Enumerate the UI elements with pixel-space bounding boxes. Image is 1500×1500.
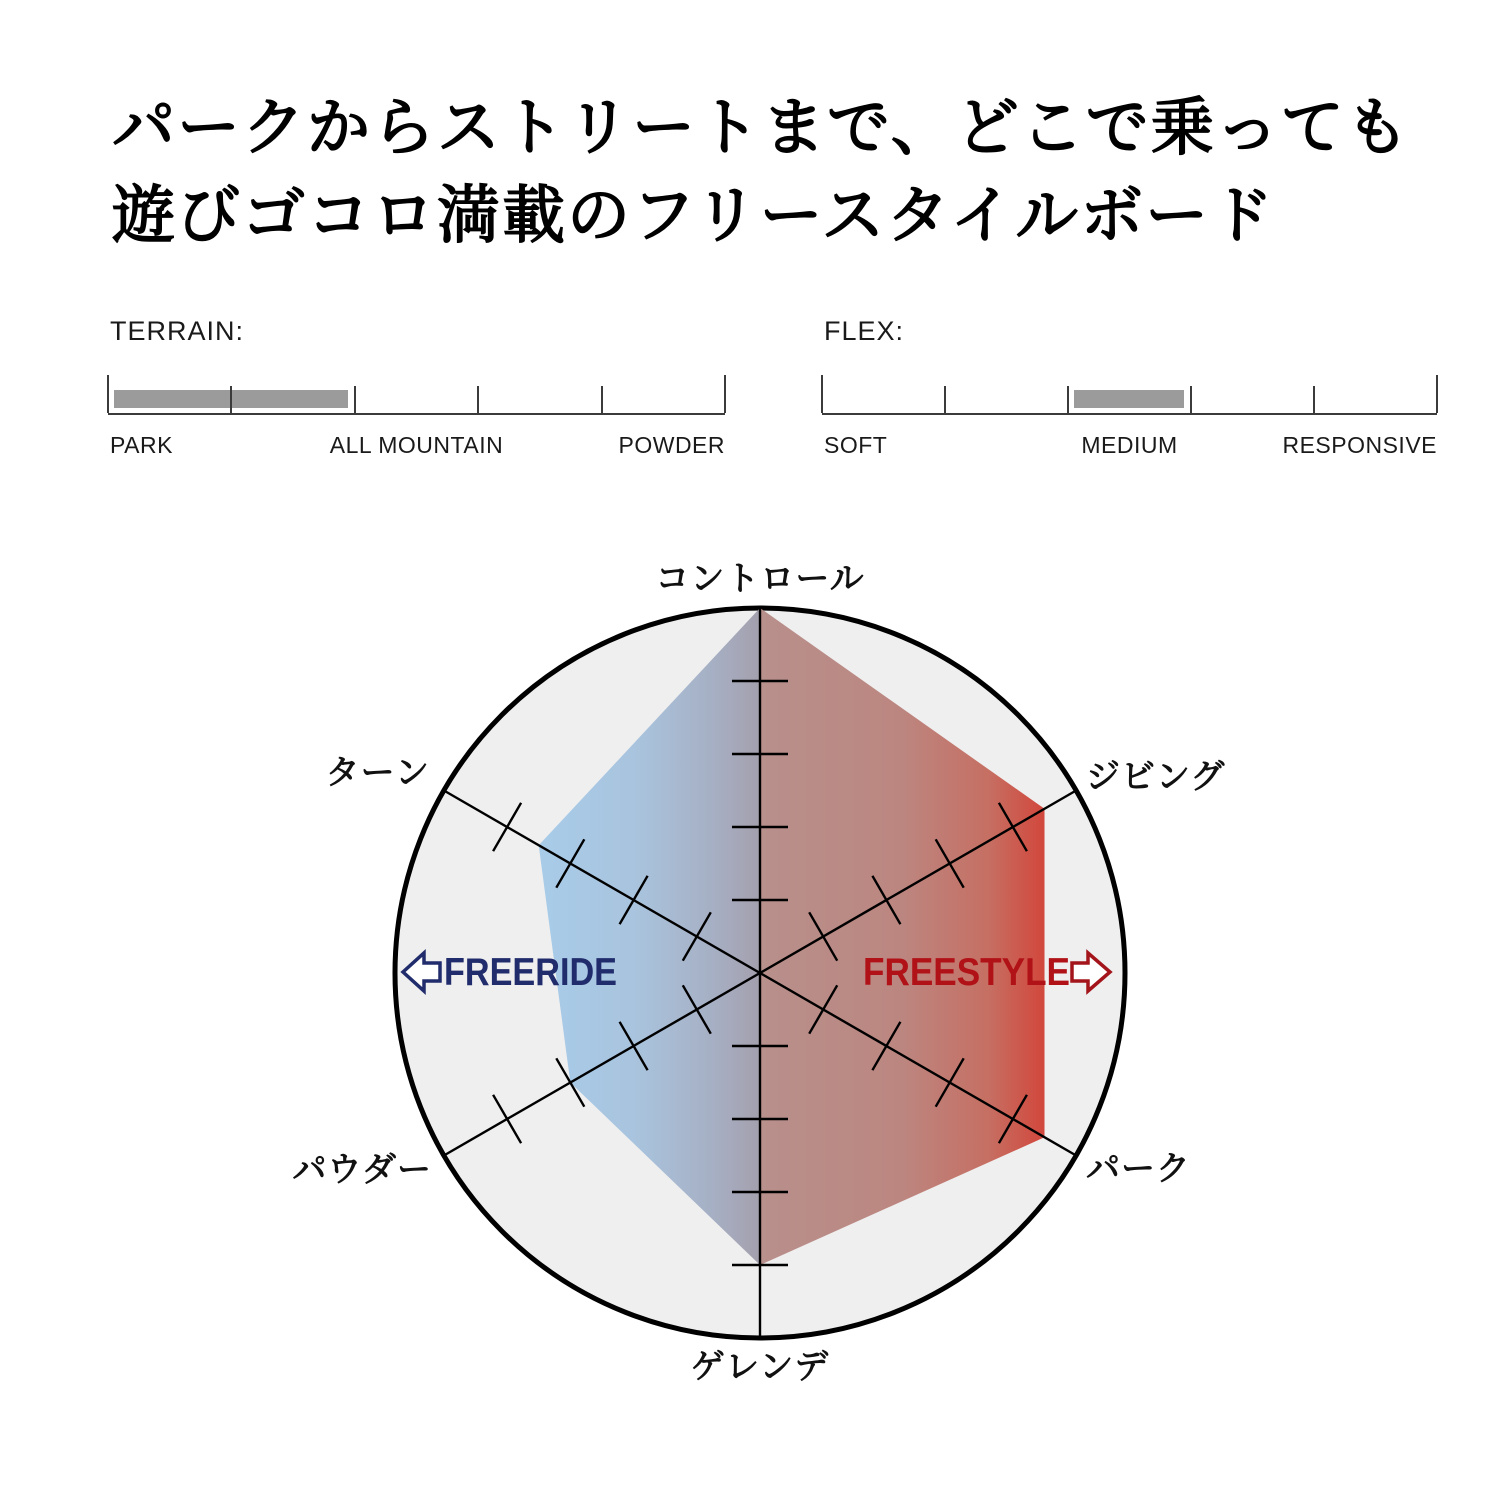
terrain-label-powder: POWDER [618, 432, 725, 458]
flex-title: FLEX: [824, 316, 905, 346]
headline-line-2: 遊びゴコロ満載のフリースタイルボード [112, 181, 1276, 251]
terrain-label-all-mountain: ALL MOUNTAIN [329, 432, 504, 458]
flex-label-soft: SOFT [824, 432, 888, 458]
terrain-title: TERRAIN: [110, 316, 245, 346]
radar-label-turn: ターン [325, 754, 430, 792]
freestyle-label: FREESTYLE [863, 951, 1070, 994]
radar-label-powder: パウダー [292, 1151, 432, 1189]
flex-label-responsive: RESPONSIVE [1282, 432, 1437, 458]
freeride-label: FREERIDE [444, 951, 617, 994]
headline-line-1: パークからストリートまで、どこで乗っても [112, 93, 1411, 163]
radar-label-control: コントロール [655, 560, 865, 598]
flex-label-medium: MEDIUM [1081, 432, 1178, 458]
terrain-label-park: PARK [110, 432, 173, 458]
radar-label-groomer: ゲレンデ [690, 1348, 830, 1386]
radar-label-jibbing: ジビング [1086, 758, 1226, 796]
radar-label-park: パーク [1086, 1150, 1191, 1188]
